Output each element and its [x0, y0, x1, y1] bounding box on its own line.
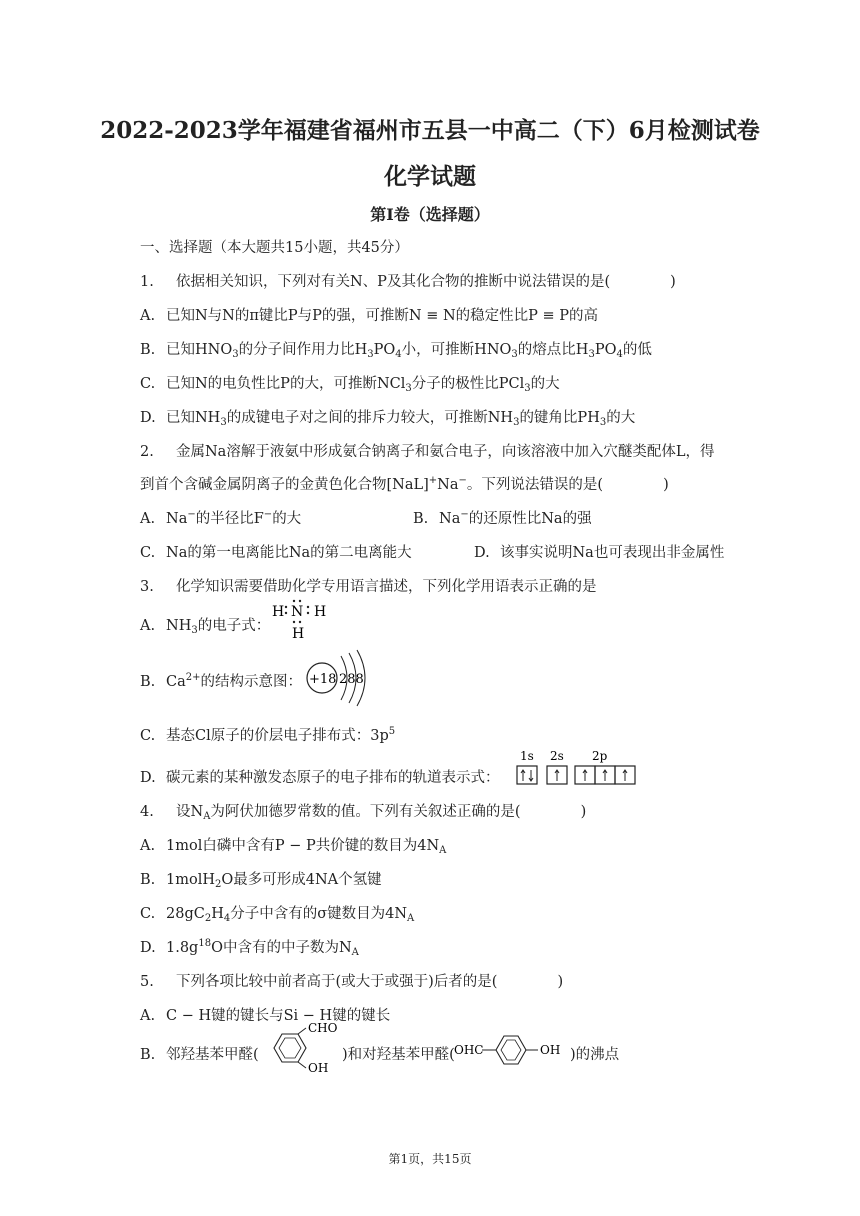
svg-text:OH: OH — [308, 1061, 329, 1074]
q4-option-b: B. 1molH$_2$O最多可形成4NA个氢键 — [140, 872, 382, 890]
q4-option-c: C. $28gC_2H_4$分子中含有的σ键数目为$4N_A$ — [140, 906, 415, 924]
svg-text:1s: 1s — [520, 749, 534, 763]
svg-text:+18: +18 — [309, 672, 337, 687]
q1-option-b: B. 已知$HNO_3$的分子间作用力比$H_3PO_4$小，可推断$HNO_3$的熔点比$H_3PO_4$的低 — [140, 342, 652, 360]
q1-option-d: D. 已知$NH_3$的成键电子对之间的排斥力较大，可推断$NH_3$的键角比$PH_3$的大 — [140, 410, 636, 428]
section-heading: 一、选择题（本大题共15小题，共45分） — [140, 240, 409, 256]
page-footer: 第1页，共15页 — [388, 1152, 472, 1166]
q2-option-a: A. Na−的半径比F−的大 — [140, 509, 302, 527]
svg-text:H: H — [314, 604, 327, 620]
q2-option-b: B. Na−的还原性比Na的强 — [413, 509, 592, 527]
question-number: 3. — [140, 579, 154, 595]
q5-option-b-part1: B. 邻羟基苯甲醛( — [140, 1047, 259, 1063]
q5-option-b-part3: )的沸点 — [570, 1047, 620, 1063]
volume-heading: 第I卷（选择题） — [370, 205, 490, 224]
q5-option-b-part2: )和对羟基苯甲醛( — [342, 1047, 455, 1063]
question-number: 4. — [140, 804, 154, 820]
q2-option-d: D. 该事实说明Na也可表现出非金属性 — [474, 545, 725, 561]
nh3-electron-dot-formula — [268, 598, 340, 644]
q3-option-c: C. 基态Cl原子的价层电子排布式：$3p^5$ — [140, 726, 396, 744]
svg-text:288: 288 — [339, 672, 364, 687]
question-number: 1. — [140, 274, 154, 290]
svg-text:OHC: OHC — [454, 1043, 484, 1057]
q5-option-a: A. C − H键的键长与Si − H键的键长 — [140, 1008, 391, 1024]
svg-text:2p: 2p — [592, 749, 608, 763]
question-2-stem-line1: 2. 金属Na溶解于液氨中形成氨合钠离子和氨合电子，向该溶液中加入穴醚类配体L，得 — [140, 444, 715, 460]
para-hydroxybenzaldehyde-structure — [452, 1030, 570, 1070]
q4-option-d: D. $1.8g^{18}O$中含有的中子数为$N_A$ — [140, 938, 359, 958]
svg-text:2s: 2s — [550, 749, 564, 763]
svg-text:H: H — [272, 604, 285, 620]
q4-option-a: A. 1mol白磷中含有P − P共价键的数目为$4N_A$ — [140, 838, 447, 856]
ortho-hydroxybenzaldehyde-structure — [262, 1022, 342, 1074]
question-3-stem: 3. 化学知识需要借助化学专用语言描述，下列化学用语表示正确的是 — [140, 579, 597, 595]
page-title: 2022-2023学年福建省福州市五县一中高二（下）6月检测试卷 — [100, 117, 760, 144]
question-2-stem-line2: 到首个含碱金属阴离子的金黄色化合物[NaL]+Na−。下列说法错误的是( ) — [140, 475, 669, 493]
question-1-stem: 1. 依据相关知识，下列对有关N、P及其化合物的推断中说法错误的是( ) — [140, 274, 676, 290]
question-number: 5. — [140, 974, 154, 990]
question-number: 2. — [140, 444, 154, 460]
q3-option-a: A. $NH_3$的电子式： — [140, 618, 271, 636]
q1-option-c: C. 已知N的电负性比P的大，可推断NCl$_3$分子的极性比PCl$_3$的大 — [140, 376, 560, 394]
svg-text:CHO: CHO — [308, 1022, 338, 1035]
question-5-stem: 5. 下列各项比较中前者高于(或大于或强于)后者的是( ) — [140, 974, 564, 990]
orbital-diagram — [514, 748, 639, 788]
q3-option-b: B. $Ca^{2+}$的结构示意图： — [140, 672, 302, 690]
page-subtitle: 化学试题 — [384, 163, 476, 190]
svg-text:OH: OH — [540, 1043, 561, 1057]
svg-text:N: N — [291, 604, 304, 620]
q1-option-a: A. 已知N与N的π键比P与P的强，可推断N ≡ N的稳定性比P ≡ P的高 — [140, 308, 599, 324]
ca-ion-structure-diagram — [303, 648, 375, 708]
q2-option-c: C. Na的第一电离能比Na的第二电离能大 — [140, 545, 412, 561]
q3-option-d: D. 碳元素的某种激发态原子的电子排布的轨道表示式： — [140, 770, 500, 786]
question-4-stem: 4. 设$N_A$为阿伏加德罗常数的值。下列有关叙述正确的是( ) — [140, 804, 587, 822]
svg-text:H: H — [292, 626, 305, 642]
